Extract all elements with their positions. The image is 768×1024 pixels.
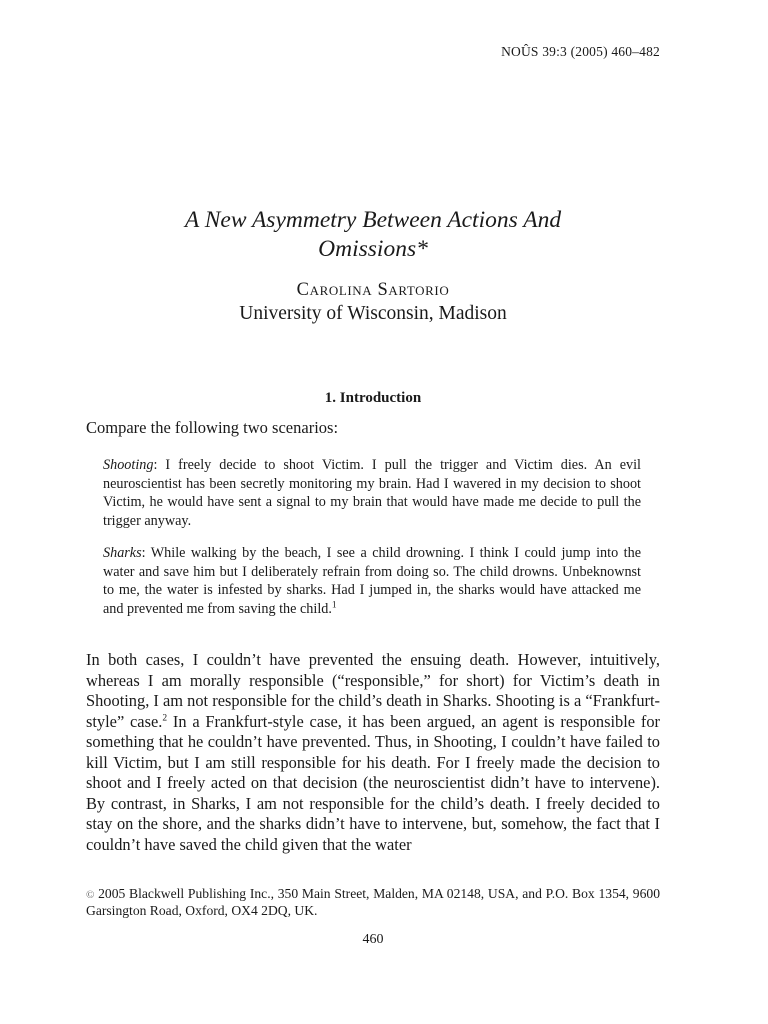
author-affiliation: University of Wisconsin, Madison — [239, 303, 507, 324]
body-paragraph — [86, 650, 660, 855]
scenario-label: Sharks — [103, 545, 142, 561]
author-name — [86, 280, 660, 301]
article-title — [86, 206, 660, 264]
section-heading: 1. Introduction — [324, 390, 422, 406]
copyright-notice — [86, 886, 660, 919]
scenario-text: : While walking by the beach, I see a child drowning. I think I could jump into the water and save him but I deliberately refrain from doing so. The child drowns. Unbeknownst to me, the water is infested by sharks. Had I jumped in, the sharks would have attacked me and prevented me from saving the child. — [103, 545, 641, 617]
copyright-text: 2005 Blackwell Publishing Inc., 350 Main Street, Malden, MA 02148, USA, and P.O. Box 1354, 9600 Garsington Road, Oxford, OX4 2DQ, UK. — [86, 886, 660, 918]
article-title-line1: A New Asymmetry Between Actions And — [184, 207, 562, 233]
scenario-sharks — [103, 544, 641, 618]
footnote-ref-1[interactable]: 1 — [331, 600, 337, 611]
copyright-icon: © — [86, 889, 95, 901]
journal-citation: NOÛS 39:3 (2005) 460–482 — [501, 44, 660, 59]
author-name-text: Carolina Sartorio — [296, 280, 450, 300]
intro-sentence: Compare the following two scenarios: — [86, 418, 339, 437]
body-text-part2: In a Frankfurt-style case, it has been argued, an agent is responsible for something that he couldn’t have prevented. Thus, in Shooting, I couldn’t have failed to kill Victim, but I am still responsible for his death. For I freely made the decision to shoot and I freely acted on that decision (the neuroscientist didn’t have to intervene). By contrast, in Sharks, I am not responsible for the child’s death. I freely decided to stay on the shore, and the sharks didn’t have to intervene, but, somehow, the fact that I couldn’t have saved the child given that the water — [86, 711, 660, 854]
footnote-ref-2[interactable]: 2 — [162, 713, 168, 724]
scenario-text: : I freely decide to shoot Victim. I pull the trigger and Victim dies. An evil neuroscientist has been secretly monitoring my brain. Had I wavered in my decision to shoot Victim, he would have sent a signal to my brain that would have made me decide to pull the trigger anyway. — [103, 457, 641, 529]
page-number: 460 — [362, 932, 384, 947]
body-text-part1: In both cases, I couldn’t have prevented the ensuing death. However, intuitively, whereas I am morally responsible (“responsible,” for short) for Victim’s death in Shooting, I am not responsible for the child’s death in Sharks. Shooting is a “Frankfurt-style” case. — [86, 650, 660, 731]
scenario-label: Shooting — [103, 457, 154, 473]
scenario-shooting — [103, 456, 641, 530]
article-title-line2: Omissions* — [318, 236, 428, 262]
